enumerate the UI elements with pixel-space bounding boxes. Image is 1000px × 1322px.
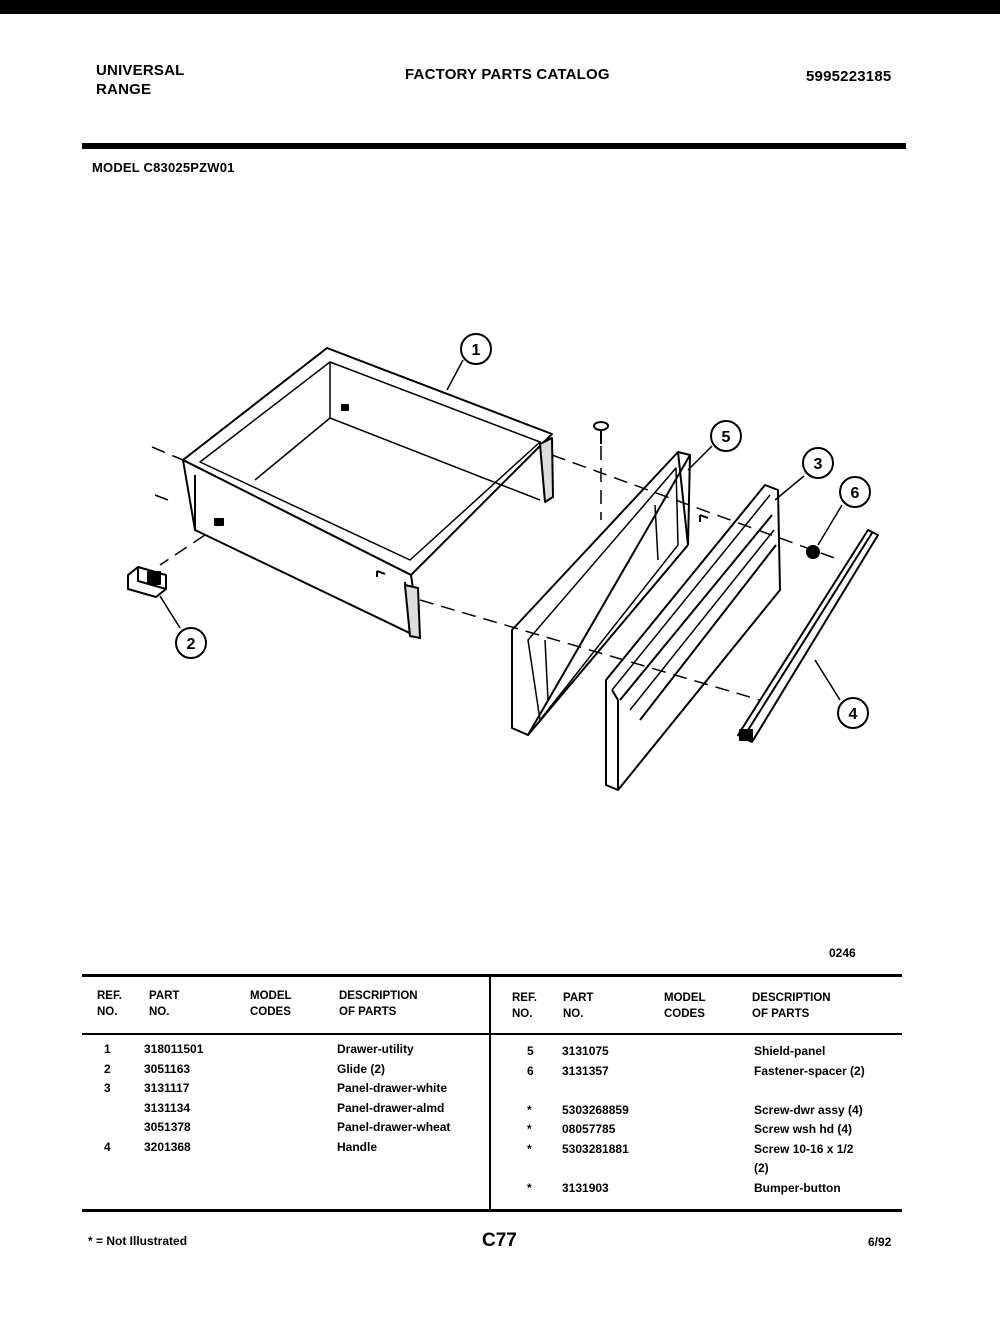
- callout-2: 2: [186, 636, 196, 653]
- not-illustrated-note: * = Not Illustrated: [88, 1234, 188, 1248]
- left-desc-column: [337, 1040, 450, 1157]
- table-cell: Drawer-utility: [337, 1042, 414, 1056]
- table-cell: Handle: [337, 1139, 378, 1154]
- header-model-right: MODEL CODES: [664, 992, 706, 1020]
- table-cell: 2: [104, 1061, 111, 1076]
- table-cell: Panel-drawer-white: [337, 1081, 448, 1095]
- callout-6: 6: [850, 485, 860, 502]
- table-cell: [527, 1081, 534, 1101]
- table-cell: 5: [527, 1044, 534, 1058]
- right-ref-column: [527, 1042, 534, 1198]
- table-cell: 3131117: [144, 1081, 190, 1095]
- table-cell: 5303268859: [562, 1102, 629, 1117]
- table-header-rule: [82, 1033, 902, 1035]
- table-cell: (2): [754, 1161, 769, 1175]
- table-cell: 3131903: [562, 1180, 609, 1195]
- header-ref-right: REF. NO.: [512, 992, 537, 1020]
- model-label: MODEL C83025PZW01: [92, 160, 235, 175]
- table-cell: [562, 1159, 629, 1179]
- table-cell: [104, 1118, 111, 1138]
- drawer-part: [183, 348, 553, 638]
- table-cell: Panel-drawer-almd: [337, 1100, 445, 1115]
- right-part-column: [562, 1042, 629, 1198]
- callout-5: 5: [721, 429, 731, 446]
- catalog-number: 5995223185: [806, 68, 892, 85]
- header-part-right: PART NO.: [563, 992, 594, 1020]
- table-cell: Screw wsh hd (4): [754, 1122, 853, 1136]
- table-cell: Panel-drawer-wheat: [337, 1120, 451, 1134]
- callout-3: 3: [813, 456, 823, 473]
- table-cell: [754, 1081, 865, 1101]
- table-cell: *: [527, 1180, 532, 1195]
- table-cell: 3131357: [562, 1063, 609, 1078]
- table-cell: 08057785: [562, 1122, 616, 1136]
- table-cell: Screw-dwr assy (4): [754, 1102, 863, 1117]
- catalog-title: FACTORY PARTS CATALOG: [405, 66, 610, 83]
- header-desc-right: DESCRIPTION OF PARTS: [752, 992, 831, 1020]
- table-cell: 3: [104, 1081, 111, 1095]
- table-cell: 3051163: [144, 1061, 191, 1076]
- table-top-rule: [82, 974, 902, 977]
- table-cell: Glide (2): [337, 1061, 386, 1076]
- footer-date: 6/92: [868, 1235, 892, 1249]
- page-code: C77: [482, 1230, 517, 1251]
- table-cell: Fastener-spacer (2): [754, 1063, 865, 1078]
- table-cell: Shield-panel: [754, 1044, 826, 1058]
- table-cell: *: [527, 1141, 532, 1156]
- table-cell: Bumper-button: [754, 1180, 841, 1195]
- brand-line-2: RANGE: [96, 81, 152, 98]
- table-cell: 3201368: [144, 1139, 191, 1154]
- table-cell: 3131134: [144, 1100, 191, 1115]
- table-cell: Screw 10-16 x 1/2: [754, 1141, 854, 1156]
- fastener-spacer-part: [807, 546, 819, 558]
- left-part-column: [144, 1040, 203, 1157]
- glide-part: [128, 567, 166, 597]
- table-center-divider: [489, 977, 491, 1209]
- callout-4: 4: [848, 706, 858, 723]
- callout-1: 1: [471, 342, 481, 359]
- right-desc-column: [754, 1042, 865, 1198]
- header-model-left: MODEL CODES: [250, 990, 292, 1018]
- table-cell: *: [527, 1102, 532, 1117]
- table-cell: *: [527, 1122, 532, 1136]
- table-cell: [562, 1081, 629, 1101]
- table-cell: [527, 1159, 534, 1179]
- brand-line-1: UNIVERSAL: [96, 62, 185, 79]
- table-bottom-rule: [82, 1209, 902, 1212]
- table-cell: 4: [104, 1139, 111, 1154]
- header-part-left: PART NO.: [149, 990, 180, 1018]
- figure-code: 0246: [829, 946, 856, 960]
- table-cell: 318011501: [144, 1042, 204, 1056]
- table-cell: [104, 1099, 111, 1119]
- table-cell: 3131075: [562, 1044, 609, 1058]
- table-cell: 6: [527, 1063, 534, 1078]
- header-ref-left: REF. NO.: [97, 990, 122, 1018]
- table-cell: 5303281881: [562, 1141, 629, 1156]
- screw-part: [594, 422, 608, 444]
- left-ref-column: [104, 1040, 111, 1157]
- header-desc-left: DESCRIPTION OF PARTS: [339, 990, 418, 1018]
- table-cell: 3051378: [144, 1120, 191, 1134]
- table-cell: 1: [104, 1042, 111, 1056]
